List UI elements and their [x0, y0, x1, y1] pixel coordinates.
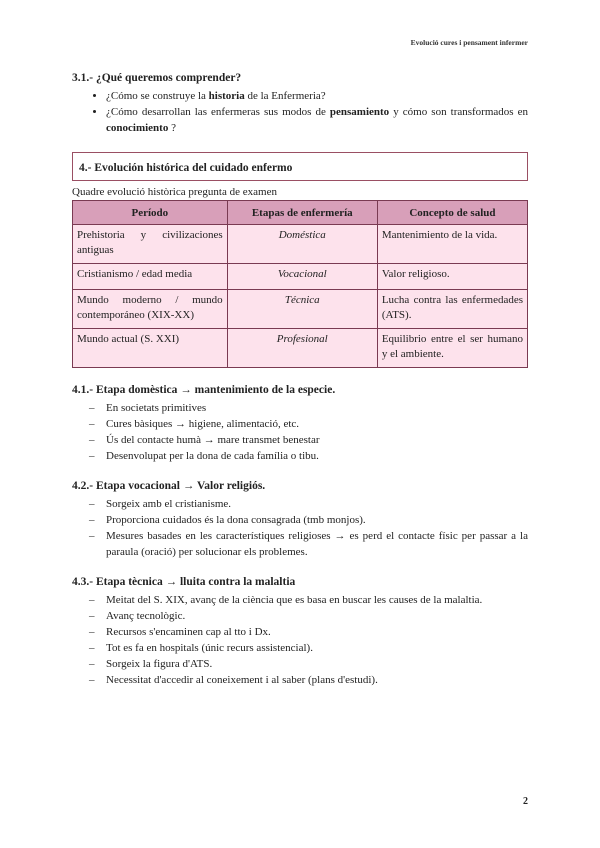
table-cell: Mantenimiento de la vida. — [377, 225, 527, 264]
table-cell: Vocacional — [227, 264, 377, 290]
section-4-heading-box — [72, 152, 528, 181]
page-number: 2 — [523, 796, 528, 807]
table-row — [73, 329, 528, 368]
section-4-2 — [72, 478, 528, 560]
section-4-3 — [72, 574, 528, 688]
table-row — [73, 225, 528, 264]
list-item: – Necessitat d'accedir al coneixement i al saber (plans d'estudi). — [106, 672, 528, 688]
section-3-1-heading: 3.1.- ¿Qué queremos comprender? — [72, 72, 242, 84]
list-item: – Avanç tecnològic. — [106, 608, 528, 624]
list-item: – Desenvolupat per la dona de cada família o tibu. — [106, 448, 528, 464]
table-cell: Mundo actual (S. XXI) — [73, 329, 228, 368]
section-4-3-heading: 4.3.- Etapa tècnica → lluita contra la malaltia — [72, 576, 296, 588]
table-caption: Quadre evolució històrica pregunta de examen — [72, 186, 277, 198]
section-4-2-heading: 4.2.- Etapa vocacional → Valor religiós. — [72, 480, 266, 492]
list-item: – Sorgeix la figura d'ATS. — [106, 656, 528, 672]
section-4-1 — [72, 382, 528, 464]
list-item: – Proporciona cuidados és la dona consagrada (tmb monjos). — [106, 512, 528, 528]
table-cell: Equilibrio entre el ser humano y el ambiente. — [377, 329, 527, 368]
page-content — [72, 70, 528, 688]
question-item: • ¿Cómo desarrollan las enfermeras sus modos de pensamiento y cómo son transformados en conocimiento ? — [106, 104, 528, 136]
section-4-2-list — [72, 496, 528, 560]
list-item: – Cures bàsiques → higiene, alimentació, etc. — [106, 416, 528, 432]
questions-list — [72, 88, 528, 136]
table-cell: Cristianismo / edad media — [73, 264, 228, 290]
running-header: Evolució cures i pensament infermer — [410, 38, 528, 47]
table-cell: Técnica — [227, 290, 377, 329]
table-cell: Lucha contra las enfermedades (ATS). — [377, 290, 527, 329]
question-item: • ¿Cómo se construye la historia de la Enfermeria? — [106, 88, 528, 104]
table-cell: Doméstica — [227, 225, 377, 264]
list-item: – Ús del contacte humà → mare transmet benestar — [106, 432, 528, 448]
list-item: – Tot es fa en hospitals (únic recurs assistencial). — [106, 640, 528, 656]
table-header-cell: Etapas de enfermería — [227, 201, 377, 225]
section-4-3-list — [72, 592, 528, 688]
table-cell: Valor religioso. — [377, 264, 527, 290]
table-header-cell: Concepto de salud — [377, 201, 527, 225]
history-table — [72, 200, 528, 368]
table-cell: Prehistoria y civilizaciones antiguas — [73, 225, 228, 264]
table-row — [73, 264, 528, 290]
table-header-cell: Período — [73, 201, 228, 225]
table-header-row — [73, 201, 528, 225]
section-4-1-list — [72, 400, 528, 464]
table-row — [73, 290, 528, 329]
section-4-1-heading: 4.1.- Etapa domèstica → mantenimiento de la especie. — [72, 384, 336, 396]
list-item: – En societats primitives — [106, 400, 528, 416]
list-item: – Meitat del S. XIX, avanç de la ciència que es basa en buscar les causes de la malaltia. — [106, 592, 528, 608]
section-4-heading: 4.- Evolución histórica del cuidado enfermo — [79, 162, 293, 174]
list-item: – Sorgeix amb el cristianisme. — [106, 496, 528, 512]
table-cell: Profesional — [227, 329, 377, 368]
table-cell: Mundo moderno / mundo contemporáneo (XIX-XX) — [73, 290, 228, 329]
list-item: – Mesures basades en les característiques religioses → es perd el contacte físic per passar a la paraula (oració) per solucionar els problemes. — [106, 528, 528, 560]
list-item: – Recursos s'encaminen cap al tto i Dx. — [106, 624, 528, 640]
